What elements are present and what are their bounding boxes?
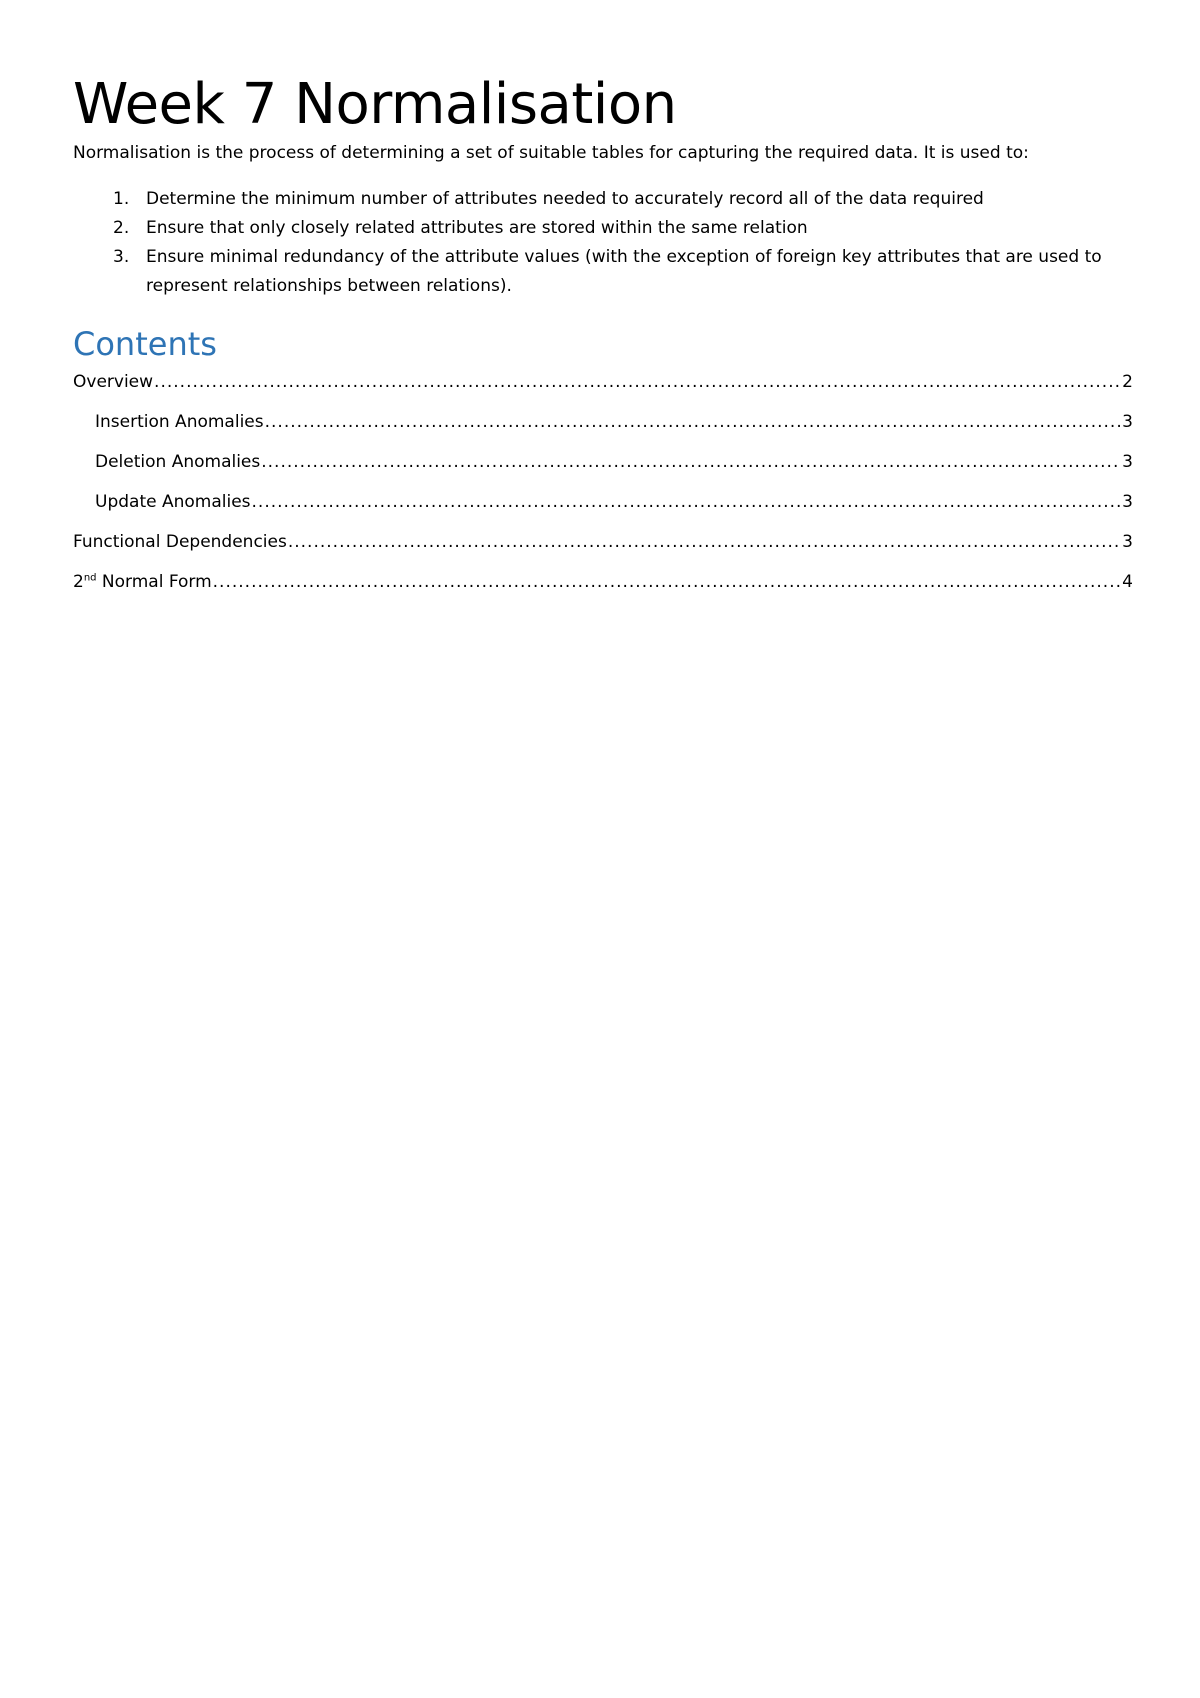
toc-entry-label: Insertion Anomalies	[95, 412, 264, 432]
toc-label-superscript: nd	[83, 572, 97, 584]
toc-dot-leader	[252, 490, 1122, 514]
toc-page-number: 3	[1122, 412, 1133, 432]
toc-dot-leader	[265, 410, 1122, 434]
toc-entry-label: Functional Dependencies	[73, 532, 287, 552]
purpose-number: 2.	[113, 218, 130, 238]
toc-entry-update-anomalies[interactable]	[73, 490, 1133, 530]
purpose-item	[73, 214, 1133, 243]
toc-entry-insertion-anomalies[interactable]	[73, 410, 1133, 450]
purpose-item	[73, 185, 1133, 214]
purpose-number: 3.	[113, 247, 130, 267]
toc-entry-overview[interactable]	[73, 370, 1133, 410]
purpose-text: Ensure that only closely related attributes are stored within the same relation	[146, 218, 808, 238]
purpose-list	[73, 185, 1133, 301]
purpose-item	[73, 243, 1133, 301]
toc-entry-label	[73, 570, 212, 594]
toc-page-number: 3	[1122, 532, 1133, 552]
purpose-number: 1.	[113, 189, 130, 209]
intro-paragraph: Normalisation is the process of determining a set of suitable tables for capturing the required data. It is used to:	[73, 143, 1029, 163]
toc-page-number: 2	[1122, 372, 1133, 392]
toc-page-number: 4	[1122, 572, 1133, 592]
toc-entry-functional-dependencies[interactable]	[73, 530, 1133, 570]
purpose-text: Ensure minimal redundancy of the attribute values (with the exception of foreign key attributes that are used to represent relationships between relations).	[146, 247, 1102, 296]
toc-dot-leader	[288, 530, 1121, 554]
toc-dot-leader	[261, 450, 1121, 474]
toc-entry-deletion-anomalies[interactable]	[73, 450, 1133, 490]
toc-label-prefix: 2	[73, 572, 84, 592]
toc-page-number: 3	[1122, 452, 1133, 472]
toc-page-number: 3	[1122, 492, 1133, 512]
toc-entry-second-normal-form[interactable]	[73, 570, 1133, 610]
toc-dot-leader	[213, 570, 1122, 594]
table-of-contents	[73, 370, 1133, 610]
toc-entry-label: Overview	[73, 372, 154, 392]
purpose-text: Determine the minimum number of attributes needed to accurately record all of the data required	[146, 189, 984, 209]
toc-entry-label: Deletion Anomalies	[95, 452, 261, 472]
toc-dot-leader	[154, 370, 1121, 394]
toc-entry-label: Update Anomalies	[95, 492, 251, 512]
contents-heading: Contents	[73, 325, 217, 363]
toc-label-suffix: Normal Form	[96, 572, 212, 592]
document-title: Week 7 Normalisation	[73, 72, 677, 137]
